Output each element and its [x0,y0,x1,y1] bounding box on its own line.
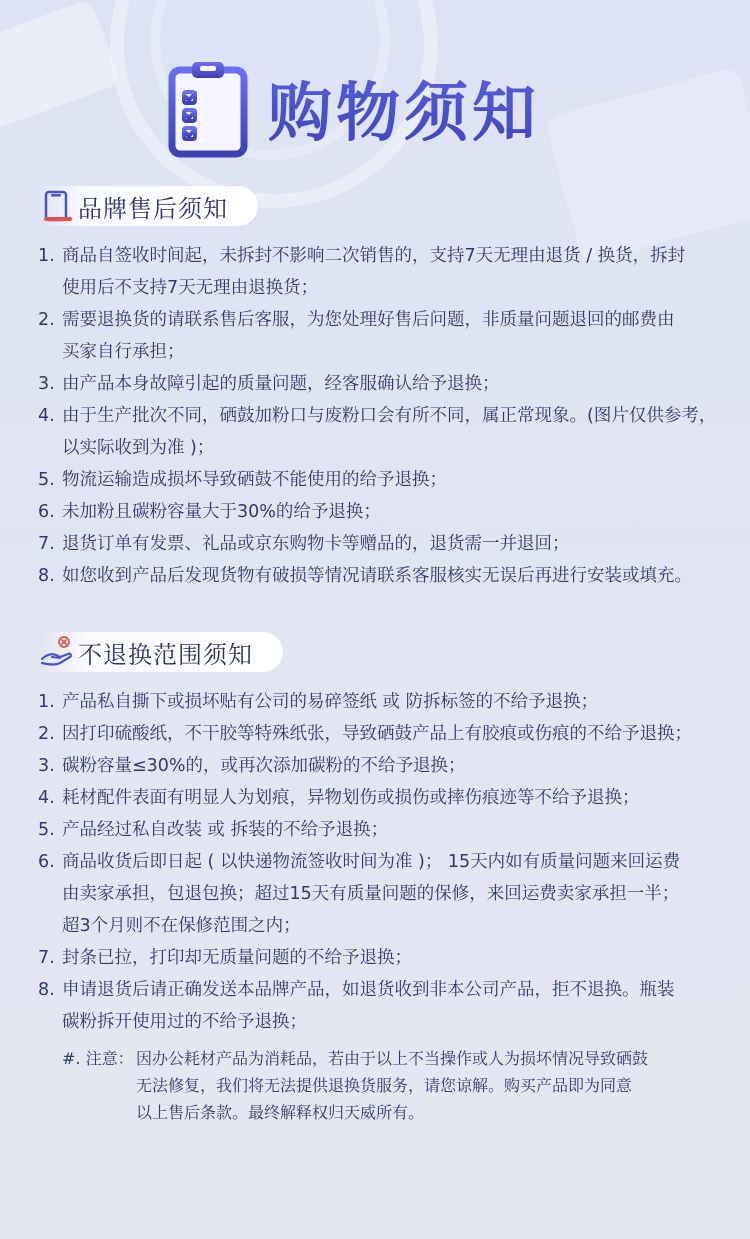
hand-no-return-icon [40,635,74,669]
list-item: 1. 商品自签收时间起，未拆封不影响二次销售的，支持7天无理由退货 / 换货，拆封 使用后不支持7天无理由退换货； [38,246,686,298]
page-header [168,58,540,158]
no-return-list [38,686,742,1038]
list-item: 3. 由产品本身故障引起的质量问题，经客服确认给予退换； [38,374,500,394]
list-item: 1. 产品私自撕下或损坏贴有公司的易碎签纸 或 防拆标签的不给予退换； [38,692,599,712]
list-item: 8. 申请退货后请正确发送本品牌产品，如退货收到非本公司产品，拒不退换。瓶装 碳粉拆开使用过的不给予退换； [38,980,675,1032]
section-title: 品牌售后须知 [78,194,228,223]
clipboard-checklist-icon [168,58,248,158]
page-title: 购物须知 [268,62,540,154]
section-header-no-return [40,632,283,672]
list-item: 4. 耗材配件表面有明显人为划痕，异物划伤或损伤或摔伤痕迹等不给予退换； [38,788,640,808]
list-item: 5. 产品经过私自改装 或 拆装的不给予退换； [38,820,389,840]
list-item: 6. 未加粉且碳粉容量大于30%的给予退换； [38,502,381,522]
disclaimer-note: #. 注意： 因办公耗材产品为消耗品，若由于以上不当操作或人为损坏情况导致硒鼓 无法修复，我们将无法提供退换货服务，请您谅解。购买产品即为同意 以上售后条款。最终解释权归天威所有。 [62,1045,722,1126]
phone-bag-icon [40,189,74,223]
list-item: 4. 由于生产批次不同，硒鼓加粉口与废粉口会有所不同，属正常现象。(图片仅供参考， 以实际收到为准 )； [38,406,717,458]
list-item: 7. 封条已拉，打印却无质量问题的不给予退换； [38,948,412,968]
list-item: 2. 因打印硫酸纸，不干胶等特殊纸张，导致硒鼓产品上有胶痕或伤痕的不给予退换； [38,724,692,744]
list-item: 3. 碳粉容量≤30%的，或再次添加碳粉的不给予退换； [38,756,466,776]
section-title: 不退换范围须知 [78,640,253,669]
list-item: 8. 如您收到产品后发现货物有破损等情况请联系客服核实无误后再进行安装或填充。 [38,566,692,586]
list-item: 2. 需要退换货的请联系售后客服，为您处理好售后问题，非质量问题退回的邮费由 买家自行承担； [38,310,675,362]
list-item: 7. 退货订单有发票、礼品或京东购物卡等赠品的，退货需一并退回； [38,534,570,554]
section-header-after-sales [40,186,258,226]
note-tag: #. 注意： [62,1049,134,1068]
list-item: 5. 物流运输造成损坏导致硒鼓不能使用的给予退换； [38,470,447,490]
list-item: 6. 商品收货后即日起 ( 以快递物流签收时间为准 )； 15天内如有质量问题来回运费 由卖家承担，包退包换；超过15天有质量问题的保修，来回运费卖家承担一半； 超3个月则不在保修范围之内； [38,852,681,936]
after-sales-list [38,240,742,592]
